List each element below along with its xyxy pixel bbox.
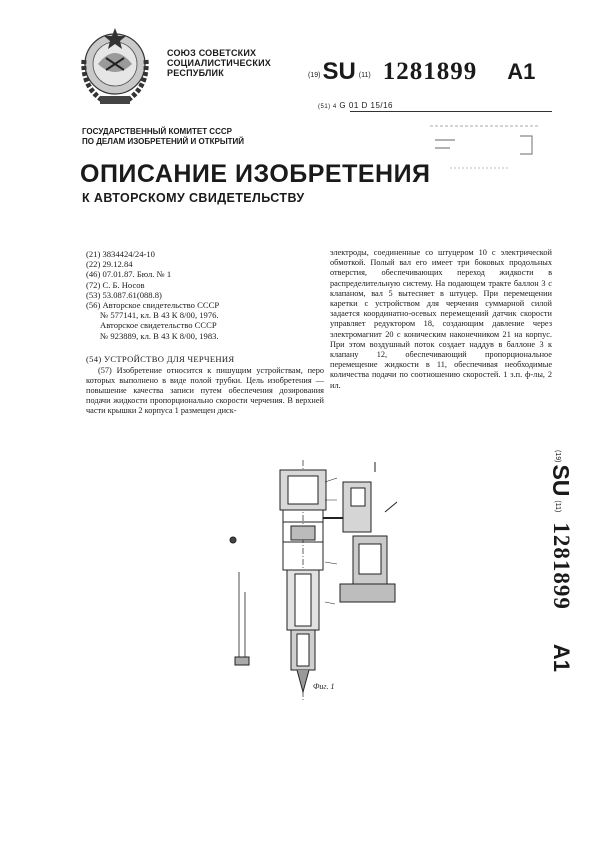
document-kind: A1 bbox=[507, 59, 536, 84]
document-subtitle: К АВТОРСКОМУ СВИДЕТЕЛЬСТВУ bbox=[82, 191, 305, 205]
country-name bbox=[167, 48, 271, 78]
abstract-column-2: электроды, соединенные со штуцером 10 с электрической обмоткой. Полый вал его имеет три боковых продольных отверстия, обеспечивающих переход жидкости в распределительную систему. На подающем тракте баллон 3 с клапаном, вал 5 вытесняет в штуцер. При перемещении каретки с устройством для черчения суммарной силой задается координатно-осевых перемещений датчик скорости управляет редуктором 18, создающим давление через электромагнит 20 с коническим наконечником 21 на корпус. При этом воздушный поток создает наддув в баллоне 3 к клапану 12, обеспечивающий пропорциональное перемещение жидкости в 11, обеспечивая необходимые количества подачи по соотношению скоростей. 1 з.п. ф-лы, 2 ил. bbox=[330, 248, 552, 390]
margin-country-code: SU bbox=[548, 464, 574, 497]
patent-number: 1281899 bbox=[382, 58, 478, 85]
stamp-icon bbox=[420, 118, 550, 178]
country-line: СОЦИАЛИСТИЧЕСКИХ bbox=[167, 58, 271, 68]
code-11: (11) bbox=[358, 72, 371, 79]
biblio-line: (46) 07.01.87. Бюл. № 1 bbox=[86, 269, 172, 280]
divider bbox=[350, 111, 552, 112]
library-stamp bbox=[420, 118, 550, 178]
device-drawing bbox=[225, 452, 415, 712]
publication-number bbox=[308, 58, 535, 84]
margin-publication-number bbox=[548, 450, 576, 672]
document-title: ОПИСАНИЕ ИЗОБРЕТЕНИЯ bbox=[80, 160, 431, 188]
figure-label: Фиг. 1 bbox=[313, 682, 335, 691]
margin-number-text bbox=[550, 450, 572, 672]
biblio-line: Авторское свидетельство СССР bbox=[100, 320, 217, 331]
country-line: РЕСПУБЛИК bbox=[167, 68, 224, 78]
biblio-line: (56) Авторское свидетельство СССР bbox=[86, 300, 220, 311]
invention-title: (54) УСТРОЙСТВО ДЛЯ ЧЕРЧЕНИЯ bbox=[86, 354, 235, 364]
biblio-line: № 923889, кл. В 43 К 8/00, 1983. bbox=[100, 330, 219, 341]
technical-drawing bbox=[225, 452, 415, 712]
margin-code-11: (11) bbox=[554, 500, 561, 513]
country-line: СОЮЗ СОВЕТСКИХ bbox=[167, 48, 257, 58]
ipc-code: G 01 D 15/16 bbox=[339, 101, 394, 110]
committee-line: ГОСУДАРСТВЕННЫЙ КОМИТЕТ СССР bbox=[82, 127, 232, 136]
country-code: SU bbox=[322, 58, 356, 85]
biblio-line: (72) С. Б. Носов bbox=[86, 279, 145, 290]
code-51: (51) 4 bbox=[318, 104, 337, 110]
code-19: (19) bbox=[308, 72, 321, 79]
biblio-line: (21) 3834424/24-10 bbox=[86, 249, 155, 259]
biblio-line: (53) 53.087.61(088.8) bbox=[86, 289, 162, 300]
abstract-column-1: (57) Изобретение относится к пишущим устройствам, перо которых выполнено в виде полой трубки. Цель изобретения — повышение качества записи путем обеспечения дозирования подачи жидкости пропорционально скорости черчения. В верхней части крышки 2 корпуса 1 размещен диск- bbox=[86, 366, 324, 416]
margin-patent-number: 1281899 bbox=[549, 522, 574, 610]
committee bbox=[82, 127, 244, 147]
biblio-line: (22) 29.12.84 bbox=[86, 259, 133, 270]
emblem-icon bbox=[72, 20, 158, 110]
biblio-line: № 577141, кл. В 43 К 8/00, 1976. bbox=[100, 310, 219, 321]
ipc-classification bbox=[318, 101, 393, 110]
state-emblem bbox=[72, 20, 158, 110]
margin-document-kind: A1 bbox=[549, 643, 574, 672]
margin-code-19: (19) bbox=[554, 450, 561, 463]
bibliographic-data bbox=[86, 249, 316, 341]
committee-line: ПО ДЕЛАМ ИЗОБРЕТЕНИЙ И ОТКРЫТИЙ bbox=[82, 137, 245, 146]
